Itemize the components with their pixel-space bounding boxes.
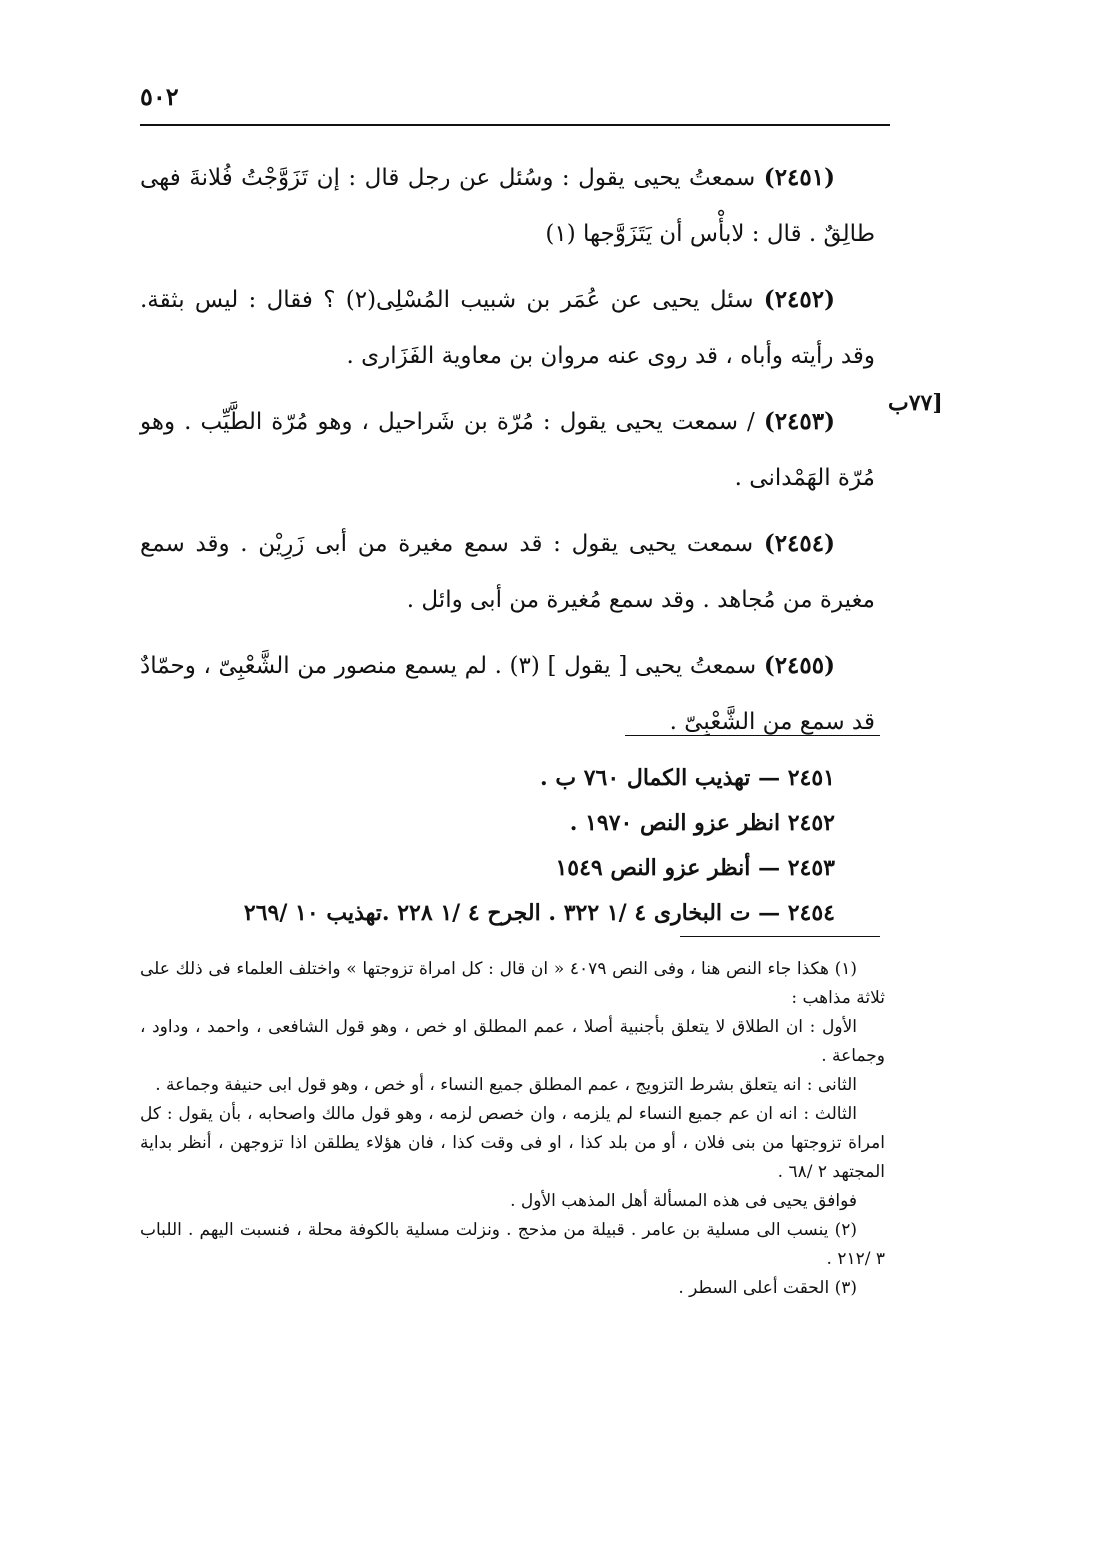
main-text [140,150,875,760]
entry-2452 [140,272,875,384]
references-list [140,756,835,936]
footnote-1-view-1: الأول : ان الطلاق لا يتعلق بأجنبية أصلا ، عمم المطلق او خص ، وهو قول الشافعى ، واحمد ، وداود ، وجماعة . [140,1017,885,1066]
entry-text: سئل يحيى عن عُمَر بن شبيب المُسْلِى(٢) ؟ فقال : ليس بثقة. وقد رأيته وأباه ، قد روى عنه مروان بن معاوية الفَزَارى . [140,287,875,369]
reference-item: ٢٤٥١ — تهذيب الكمال ٧٦٠ ب . [540,765,835,791]
entry-text: سمعت يحيى يقول : قد سمع مغيرة من أبى زَرِيْن . وقد سمع مغيرة من مُجاهد . وقد سمع مُغيرة من أبى وائل . [140,531,875,613]
reference-item: ٢٤٥٢ انظر عزو النص ١٩٧٠ . [569,810,835,836]
reference-item: ٢٤٥٤ — ت البخارى ٤ /١ ٣٢٢ . الجرح ٤ /١ ٢٢٨ .تهذيب ١٠ /٢٦٩ [243,900,835,926]
reference-item: ٢٤٥٣ — أنظر عزو النص ١٥٤٩ [555,855,835,881]
footnote-1-view-2: الثانى : انه يتعلق بشرط التزويج ، عمم المطلق جميع النساء ، أو خص ، وهو قول ابى حنيفة وجماعة . [155,1075,857,1095]
page-number: ٥٠٢ [140,82,179,111]
entry-text: / سمعت يحيى يقول : مُرّة بن شَراحيل ، وهو مُرّة الطَّيِّب . وهو مُرّة الهَمْدانى . [140,409,875,491]
entry-number: (٢٤٥٥) [763,652,836,679]
footnote-2: (٢) ينسب الى مسلية بن عامر . قبيلة من مذحج . ونزلت مسلية بالكوفة محلة ، فنسبت اليهم . اللباب ٣ /٢١٢ . [140,1220,885,1269]
entry-2453 [140,394,875,506]
footnote-1: (١) هكذا جاء النص هنا ، وفى النص ٤٠٧٩ « ان قال : كل امراة تزوجتها » واختلف العلماء فى ذلك على ثلاثة مذاهب : [140,959,885,1008]
entry-number: (٢٤٥٤) [763,530,836,557]
entry-2454 [140,516,875,628]
footnote-3: (٣) الحقت أعلى السطر . [678,1278,857,1298]
footnote-1-view-3: الثالث : انه ان عم جميع النساء لم يلزمه ، وان خصص لزمه ، وهو قول مالك واصحابه ، بأن يقول : كل امراة تزوجتها من بنى فلان ، أو من بلد كذا ، او فى وقت كذا ، فان هؤلاء يطلقن اذا تزوجهن ، أنظر بداية المجتهد ٢ /٦٨ . [140,1104,885,1182]
entry-number: (٢٤٥١) [763,164,835,191]
references-rule [625,735,880,736]
footnotes [140,955,885,1303]
entry-number: (٢٤٥٣) [763,408,836,435]
footnotes-rule [680,936,880,937]
margin-folio-note: [٧٧ب [888,390,943,416]
entry-2451 [140,150,875,262]
entry-text: سمعتُ يحيى [ يقول ] (٣) . لم يسمع منصور من الشَّعْبِىّ ، وحمّادٌ قد سمع من الشَّعْبِىّ . [140,653,875,735]
entry-number: (٢٤٥٢) [763,286,835,313]
entry-text: سمعتُ يحيى يقول : وسُئل عن رجل قال : إن تَزَوَّجْتُ فُلانةَ فهى طالِقٌ . قال : لابأْس أن يَتَزَوَّجها (١) [140,165,875,247]
footnote-1-conclusion: فوافق يحيى فى هذه المسألة أهل المذهب الأول . [510,1191,857,1211]
entry-2455 [140,638,875,750]
header-rule [140,124,890,126]
